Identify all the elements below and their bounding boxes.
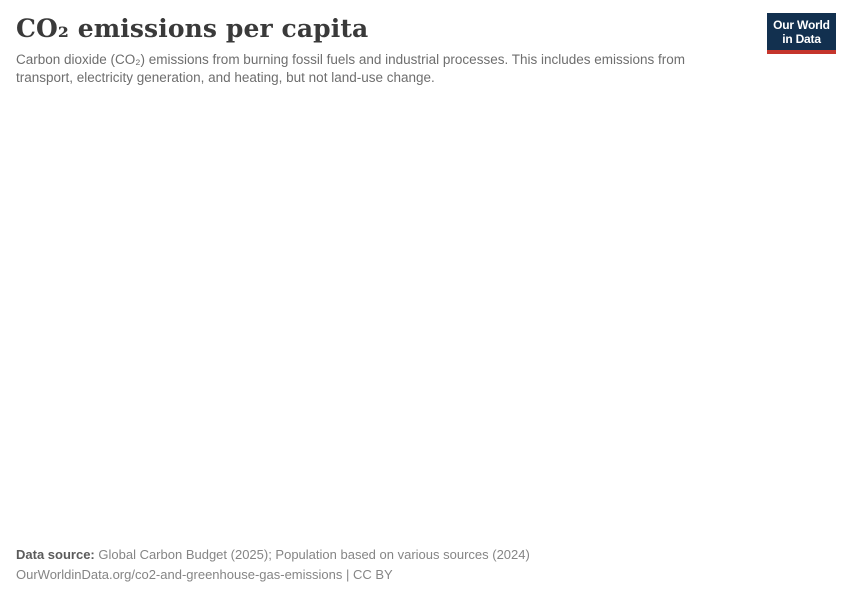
data-source-line [16, 545, 834, 565]
owid-logo[interactable] [767, 13, 836, 54]
owid-logo-line2: in Data [782, 32, 821, 46]
footer-separator: | [342, 567, 353, 582]
footer-url-line [16, 565, 834, 585]
data-source-label: Data source: [16, 547, 95, 562]
footer-license[interactable]: CC BY [352, 567, 393, 582]
chart-area [0, 87, 850, 545]
owid-logo-box [767, 13, 836, 50]
chart-subtitle: Carbon dioxide (CO₂) emissions from burning fossil fuels and industrial processes. This includes emissions from transport, electricity generation, and heating, but not land-use change. [16, 52, 686, 85]
logo-red-stripe [767, 50, 836, 54]
owid-logo-line1: Our World [773, 18, 830, 32]
data-source-text: Global Carbon Budget (2025); Population based on various sources (2024) [98, 547, 530, 562]
page-title: CO₂ emissions per capita [16, 14, 369, 43]
footer-url[interactable]: OurWorldinData.org/co2-and-greenhouse-gas-emissions [16, 567, 343, 582]
chart-header [0, 0, 850, 87]
chart-footer [0, 545, 850, 600]
